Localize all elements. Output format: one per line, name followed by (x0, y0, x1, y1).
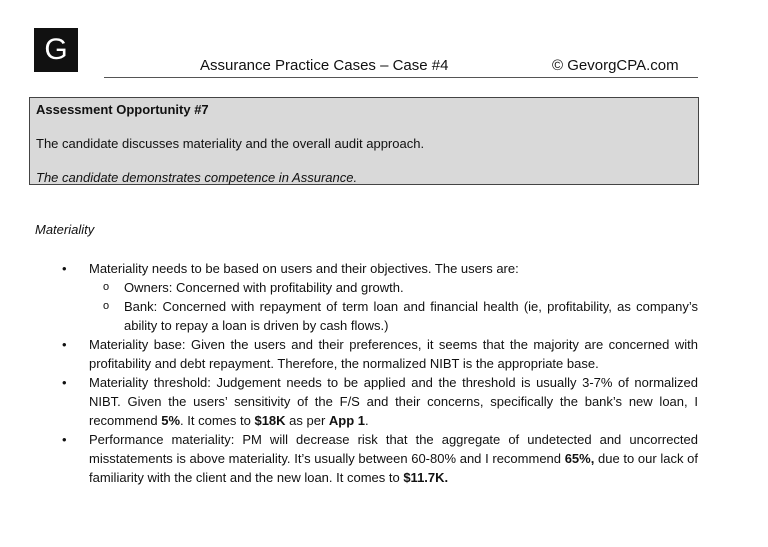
users-sublist (89, 278, 698, 335)
pm-text-2: due to our lack of familiarity with the client and the new loan. It comes to (89, 451, 698, 485)
threshold-percentage: 5% (161, 413, 181, 428)
threshold-text-2: . It comes to (180, 413, 255, 428)
bullet-users (89, 259, 698, 335)
assessment-description: The candidate discusses materiality and the overall audit approach. (36, 136, 425, 151)
bullet-materiality-base: • Materiality base: Given the users and their preferences, it seems that the majority are concerned with profitability and debt repayment. Therefore, the normalized NIBT is the appropriate base. (89, 335, 698, 373)
materiality-bullet-list (89, 259, 698, 487)
threshold-amount: $18K (254, 413, 286, 428)
company-logo: G (34, 28, 78, 72)
pm-percentage: 65%, (564, 451, 595, 466)
threshold-text-1: Materiality threshold: Judgement needs to be applied and the threshold is usually 3-7% of normalized NIBT. Given the users’ sensitivity of the F/S and their concerns, specifically the bank’s new loan, I recommend (89, 375, 698, 428)
document-title: Assurance Practice Cases – Case #4 (200, 57, 449, 74)
bullet-materiality-threshold (89, 373, 698, 430)
pm-amount: $11.7K. (403, 470, 449, 485)
assessment-title: Assessment Opportunity #7 (36, 102, 209, 117)
threshold-text-4: . (365, 413, 369, 428)
sub-bullet-owners: o Owners: Concerned with profitability and growth. (124, 278, 698, 297)
header-divider (104, 77, 698, 78)
threshold-text-3: as per (285, 413, 329, 428)
section-title: Materiality (35, 222, 95, 237)
pm-text-1: Performance materiality: PM will decrease risk that the aggregate of undetected and uncorrected misstatements is above materiality. It’s usually between 60-80% and I recommend (89, 432, 698, 466)
bullet-performance-materiality (89, 430, 698, 487)
bullet-users-text: Materiality needs to be based on users and their objectives. The users are: (89, 261, 519, 276)
assessment-competency: The candidate demonstrates competence in Assurance. (36, 170, 358, 185)
copyright-notice: © GevorgCPA.com (552, 57, 679, 74)
sub-bullet-bank: o Bank: Concerned with repayment of term loan and financial health (ie, profitability, as company’s ability to repay a loan is driven by cash flows.) (124, 297, 698, 335)
threshold-appendix-ref: App 1 (328, 413, 366, 428)
assessment-box (29, 97, 699, 185)
